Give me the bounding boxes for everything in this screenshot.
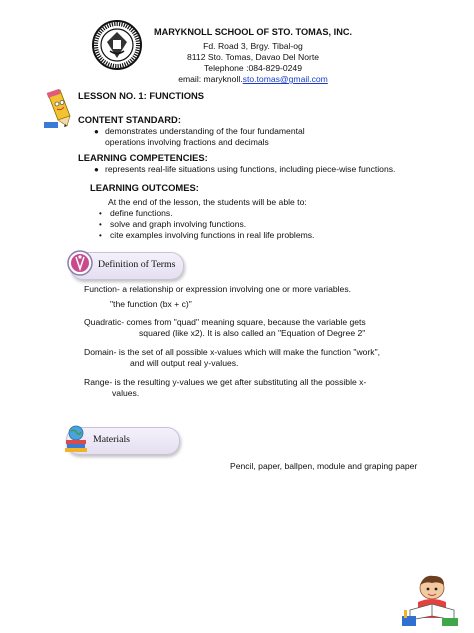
learning-outcomes-heading: LEARNING OUTCOMES: <box>90 182 199 193</box>
pencil-mascot-icon <box>40 88 80 132</box>
compass-tools-icon <box>66 249 94 277</box>
materials-text: Pencil, paper, ballpen, module and graping paper <box>230 461 418 471</box>
content-standard-heading: CONTENT STANDARD: <box>78 114 181 125</box>
learning-competencies-heading: LEARNING COMPETENCIES: <box>78 152 208 163</box>
lesson-title: LESSON NO. 1: FUNCTIONS <box>78 90 205 101</box>
domain-definition-line1: Domain- is the set of all possible x-values which will make the function "work", <box>84 347 381 357</box>
content-standard-line1: demonstrates understanding of the four fundamental <box>105 126 305 136</box>
quadratic-definition-line2: squared (like x2). It is also called an "Equation of Degree 2" <box>139 328 366 338</box>
function-definition: Function- a relationship or expression involving one or more variables. <box>84 284 352 294</box>
list-item <box>99 230 315 241</box>
definition-banner-label: Definition of Terms <box>98 259 176 270</box>
range-definition-line2: values. <box>112 388 140 398</box>
email-label: email: maryknoll. <box>178 74 243 84</box>
learning-outcomes-intro: At the end of the lesson, the students will be able to: <box>108 197 307 207</box>
books-globe-icon <box>62 424 90 454</box>
bullet-icon: ● <box>94 165 99 174</box>
content-standard-item <box>94 126 305 137</box>
school-name: MARYKNOLL SCHOOL OF STO. TOMAS, INC. <box>153 27 353 37</box>
bullet-icon: ● <box>94 127 99 136</box>
quadratic-definition-line1: Quadratic- comes from "quad" meaning square, because the variable gets <box>84 317 366 327</box>
learning-competencies-item <box>94 164 396 175</box>
school-address-line2: 8112 Sto. Tomas, Davao Del Norte <box>187 52 319 62</box>
bullet-icon: • <box>99 220 102 229</box>
school-address-line1: Fd. Road 3, Brgy. Tibal-og <box>203 41 303 51</box>
school-email <box>148 74 358 85</box>
function-example: "the function (bx + c)" <box>110 299 192 309</box>
learning-outcome-3: cite examples involving functions in real life problems. <box>110 230 315 240</box>
list-item <box>99 208 173 219</box>
school-seal-logo <box>92 20 142 70</box>
learning-outcome-1: define functions. <box>110 208 173 218</box>
learning-competencies-text: represents real-life situations using functions, including piece-wise functions. <box>105 164 396 174</box>
email-link[interactable]: sto.tomas@gmail.com <box>242 74 328 84</box>
range-definition-line1: Range- is the resulting y-values we get after substituting all the possible x- <box>84 377 367 387</box>
student-reading-illustration <box>398 572 462 628</box>
bullet-icon: • <box>99 209 102 218</box>
materials-banner-label: Materials <box>93 434 130 445</box>
domain-definition-line2: and will output real y-values. <box>130 358 239 368</box>
school-telephone: Telephone :084-829-0249 <box>204 63 302 73</box>
learning-outcome-2: solve and graph involving functions. <box>110 219 247 229</box>
bullet-icon: • <box>99 231 102 240</box>
list-item <box>99 219 247 230</box>
content-standard-line2: operations involving fractions and decimals <box>105 137 269 147</box>
